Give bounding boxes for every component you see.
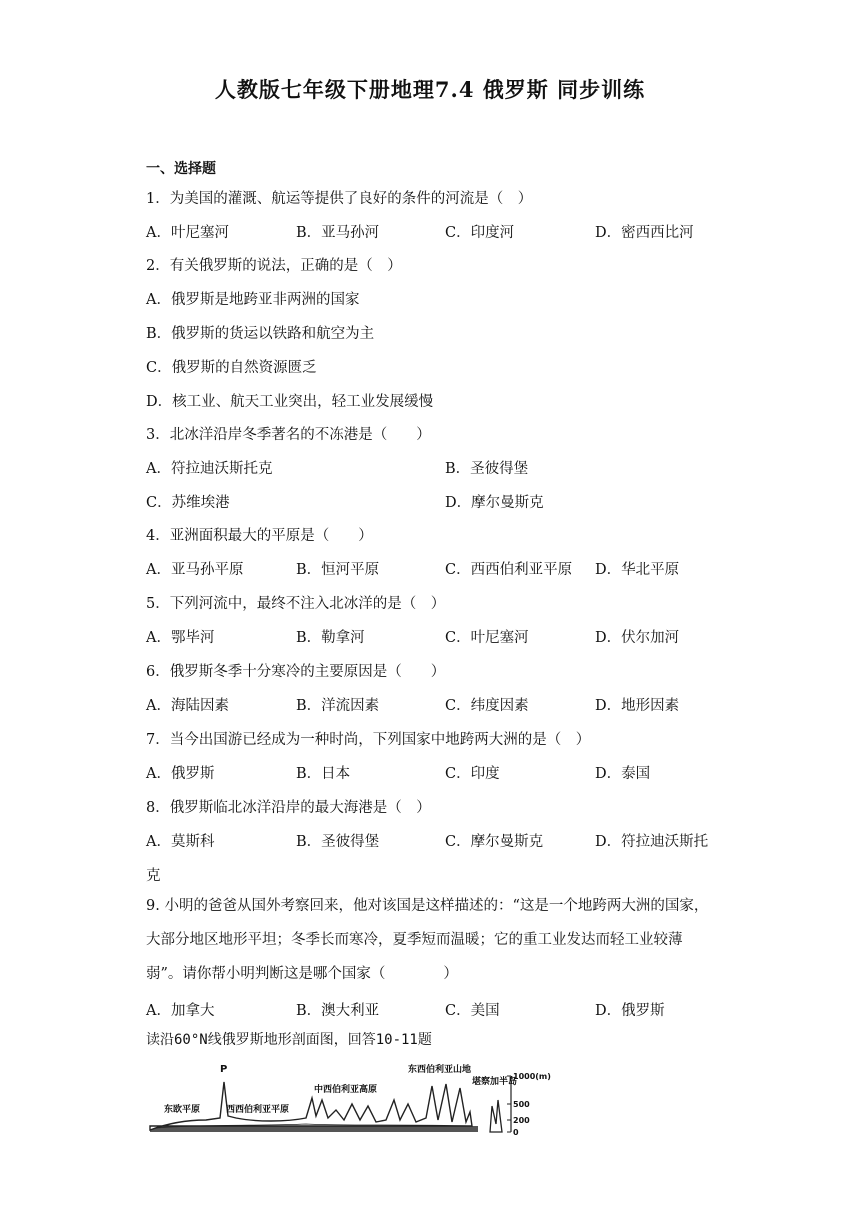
figure-caption: 读沿60°N线俄罗斯地形剖面图，回答10-11题 xyxy=(146,1032,432,1048)
q6-option-d[interactable]: D．地形因素 xyxy=(595,698,680,714)
q2-option-b[interactable]: B．俄罗斯的货运以铁路和航空为主 xyxy=(146,326,375,342)
label-p: P xyxy=(220,1064,228,1075)
label-central-siberian-plateau: 中西伯利亚高原 xyxy=(314,1085,378,1095)
label-kamchatka: 堪察加半岛 xyxy=(472,1077,518,1087)
q5-option-b[interactable]: B．勒拿河 xyxy=(296,630,365,646)
label-east-europe-plain: 东欧平原 xyxy=(164,1105,201,1115)
q3-option-a[interactable]: A．符拉迪沃斯托克 xyxy=(146,461,273,477)
q3-option-c[interactable]: C．苏维埃港 xyxy=(146,495,230,511)
scale-1000: 1000(m) xyxy=(513,1072,551,1081)
q2-option-a[interactable]: A．俄罗斯是地跨亚非两洲的国家 xyxy=(146,292,360,308)
q4-option-c[interactable]: C．西西伯利亚平原 xyxy=(445,562,573,578)
question-4-stem: 4．亚洲面积最大的平原是（ ） xyxy=(146,528,373,544)
page-title: 人教版七年级下册地理7.4 俄罗斯 同步训练 xyxy=(214,77,646,102)
scale-200: 200 xyxy=(513,1116,530,1125)
q5-option-d[interactable]: D．伏尔加河 xyxy=(595,630,680,646)
kamchatka-profile xyxy=(490,1100,502,1132)
q8-option-c[interactable]: C．摩尔曼斯克 xyxy=(445,834,544,850)
q6-option-c[interactable]: C．纬度因素 xyxy=(445,698,529,714)
question-2-stem: 2．有关俄罗斯的说法，正确的是（ ） xyxy=(146,258,402,274)
q5-option-a[interactable]: A．鄂毕河 xyxy=(146,630,215,646)
q6-option-b[interactable]: B．洋流因素 xyxy=(296,698,380,714)
q2-option-d[interactable]: D．核工业、航天工业突出，轻工业发展缓慢 xyxy=(146,394,434,410)
q9-option-c[interactable]: C．美国 xyxy=(445,1003,500,1019)
q1-option-d[interactable]: D．密西西比河 xyxy=(595,225,694,241)
q7-option-c[interactable]: C．印度 xyxy=(445,766,500,782)
question-3-stem: 3．北冰洋沿岸冬季著名的不冻港是（ ） xyxy=(146,427,431,443)
section-heading: 一、选择题 xyxy=(146,161,216,177)
scale-500: 500 xyxy=(513,1100,530,1109)
q5-option-c[interactable]: C．叶尼塞河 xyxy=(445,630,529,646)
q4-option-a[interactable]: A．亚马孙平原 xyxy=(146,562,244,578)
q3-option-d[interactable]: D．摩尔曼斯克 xyxy=(445,495,544,511)
question-6-stem: 6．俄罗斯冬季十分寒冷的主要原因是（ ） xyxy=(146,664,446,680)
question-9-stem: 9. 小明的爸爸从国外考察回来，他对该国是这样描述的：“这是一个地跨两大洲的国家，大部分地区地形平坦；冬季长而寒冷，夏季短而温暖；它的重工业发达而轻工业较薄弱”。请你帮小明判断这是哪个国家（ ） xyxy=(146,898,709,982)
q6-option-a[interactable]: A．海陆因素 xyxy=(146,698,229,714)
q8-option-a[interactable]: A．莫斯科 xyxy=(146,834,215,850)
terrain-base-band xyxy=(150,1126,478,1132)
q7-option-a[interactable]: A．俄罗斯 xyxy=(146,766,215,782)
q8-option-b[interactable]: B．圣彼得堡 xyxy=(296,834,380,850)
q1-option-c[interactable]: C．印度河 xyxy=(445,225,515,241)
question-7-stem: 7．当今出国游已经成为一种时尚，下列国家中地跨两大洲的是（ ） xyxy=(146,732,591,748)
q2-option-c[interactable]: C．俄罗斯的自然资源匮乏 xyxy=(146,360,317,376)
question-8-stem: 8．俄罗斯临北冰洋沿岸的最大海港是（ ） xyxy=(146,800,431,816)
terrain-profile-figure xyxy=(146,1060,551,1140)
q1-option-a[interactable]: A．叶尼塞河 xyxy=(146,225,229,241)
q7-option-b[interactable]: B．日本 xyxy=(296,766,351,782)
q3-option-b[interactable]: B．圣彼得堡 xyxy=(445,461,529,477)
q9-option-d[interactable]: D．俄罗斯 xyxy=(595,1003,665,1019)
q9-option-a[interactable]: A．加拿大 xyxy=(146,1003,215,1019)
q7-option-d[interactable]: D．泰国 xyxy=(595,766,651,782)
label-west-siberian-plain: 西西伯利亚平原 xyxy=(226,1105,290,1115)
q4-option-d[interactable]: D．华北平原 xyxy=(595,562,680,578)
q4-option-b[interactable]: B．恒河平原 xyxy=(296,562,380,578)
question-5-stem: 5．下列河流中，最终不注入北冰洋的是（ ） xyxy=(146,596,446,612)
q8-option-d[interactable]: D．符拉迪沃斯托 xyxy=(595,834,709,850)
q1-option-b[interactable]: B．亚马孙河 xyxy=(296,225,380,241)
question-1-stem: 1．为美国的灌溉、航运等提供了良好的条件的河流是（ ） xyxy=(146,191,533,207)
label-east-siberian-mountains: 东西伯利亚山地 xyxy=(408,1065,472,1075)
q9-option-b[interactable]: B．澳大利亚 xyxy=(296,1003,380,1019)
q8-option-d-wrap: 克 xyxy=(146,868,161,884)
scale-0: 0 xyxy=(513,1128,519,1137)
